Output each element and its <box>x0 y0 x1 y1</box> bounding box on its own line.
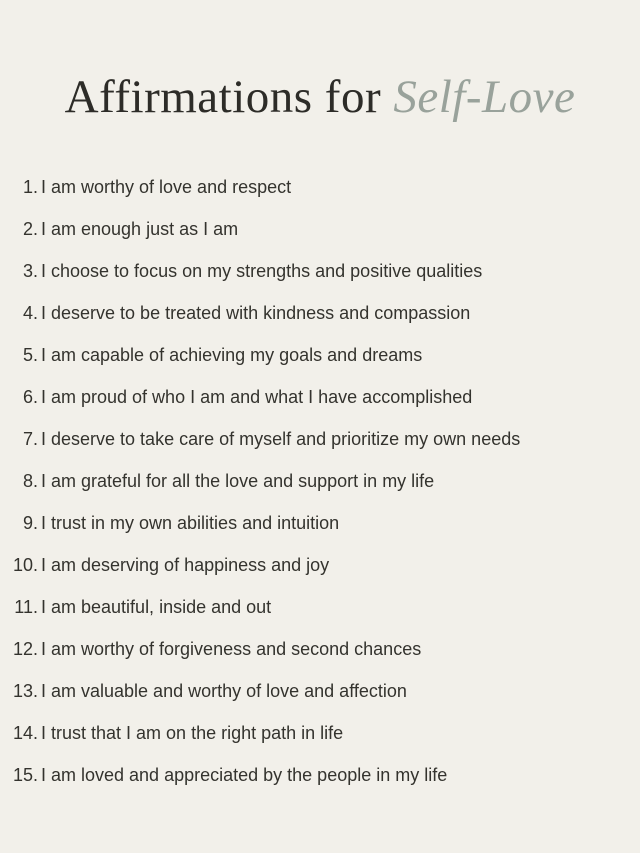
list-item: I am proud of who I am and what I have accomplished <box>41 387 473 407</box>
list-item: I am valuable and worthy of love and affection <box>41 681 407 701</box>
list-item: I am enough just as I am <box>41 219 239 239</box>
list-item: I am deserving of happiness and joy <box>41 555 330 575</box>
list-item: I am capable of achieving my goals and dreams <box>41 345 423 365</box>
list-item: I am loved and appreciated by the people in my life <box>41 765 448 785</box>
list-item: I am grateful for all the love and support in my life <box>41 471 435 491</box>
list-item: I am worthy of love and respect <box>41 177 292 197</box>
list-item: I trust that I am on the right path in life <box>41 723 344 743</box>
list-item: I deserve to be treated with kindness and compassion <box>41 303 471 323</box>
list-item: I trust in my own abilities and intuition <box>41 513 340 533</box>
list-item: I deserve to take care of myself and prioritize my own needs <box>41 429 521 449</box>
title-regular-text: Affirmations for <box>64 71 382 123</box>
list-item: I am beautiful, inside and out <box>41 597 272 617</box>
affirmations-list <box>0 166 640 796</box>
list-item: I choose to focus on my strengths and positive qualities <box>41 261 483 281</box>
page-title <box>0 0 640 126</box>
list-item: I am worthy of forgiveness and second chances <box>41 639 422 659</box>
title-accent-text: Self-Love <box>393 71 576 123</box>
